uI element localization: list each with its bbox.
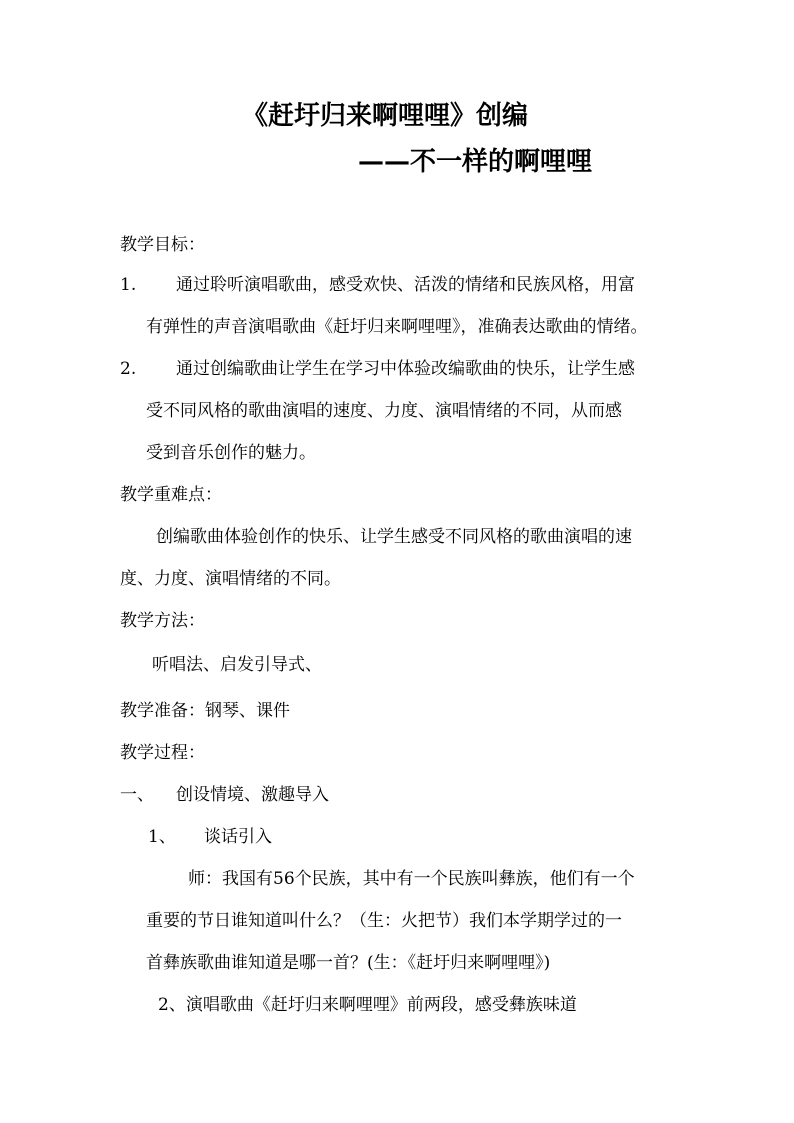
step-2-text: 2、演唱歌曲《赶圩归来啊哩哩》前两段，感受彝族味道 <box>158 995 577 1015</box>
paragraph-1-line-3: 首彝族歌曲谁知道是哪一首？(生：《赶圩归来啊哩哩》) <box>146 953 551 973</box>
objectives-heading: 教学目标： <box>120 235 205 255</box>
process-heading: 教学过程： <box>120 743 205 763</box>
objective-2-line-1: 通过创编歌曲让学生在学习中体验改编歌曲的快乐，让学生感 <box>176 359 635 379</box>
objective-1-number: 1. <box>120 275 137 295</box>
preparation-text: 教学准备：钢琴、课件 <box>120 701 290 721</box>
paragraph-1-line-2: 重要的节日谁知道叫什么？（生：火把节）我们本学期学过的一 <box>146 911 622 931</box>
paragraph-1-line-1: 师：我国有56个民族，其中有一个民族叫彝族，他们有一个 <box>188 869 635 889</box>
keypoints-heading: 教学重难点： <box>120 485 222 505</box>
methods-text: 听唱法、启发引导式、 <box>152 655 322 675</box>
methods-heading: 教学方法： <box>120 611 205 631</box>
objective-1-line-1: 通过聆听演唱歌曲，感受欢快、活泼的情绪和民族风格，用富 <box>176 275 635 295</box>
objective-2-number: 2. <box>120 359 137 379</box>
keypoints-line-2: 度、力度、演唱情绪的不同。 <box>120 569 341 589</box>
section-1-title: 创设情境、激趣导入 <box>176 785 329 805</box>
step-1-title: 谈话引入 <box>204 827 272 847</box>
doc-subtitle: ——不一样的啊哩哩 <box>358 147 593 177</box>
step-1-number: 1、 <box>148 827 176 847</box>
objective-2-line-3: 受到音乐创作的魅力。 <box>146 443 316 463</box>
objective-2-line-2: 受不同风格的歌曲演唱的速度、力度、演唱情绪的不同，从而感 <box>146 401 622 421</box>
doc-title: 《赶圩归来啊哩哩》创编 <box>242 101 529 131</box>
section-1-number: 一、 <box>120 785 154 805</box>
objective-1-line-2: 有弹性的声音演唱歌曲《赶圩归来啊哩哩》，准确表达歌曲的情绪。 <box>146 317 648 337</box>
keypoints-line-1: 创编歌曲体验创作的快乐、让学生感受不同风格的歌曲演唱的速 <box>156 527 632 547</box>
